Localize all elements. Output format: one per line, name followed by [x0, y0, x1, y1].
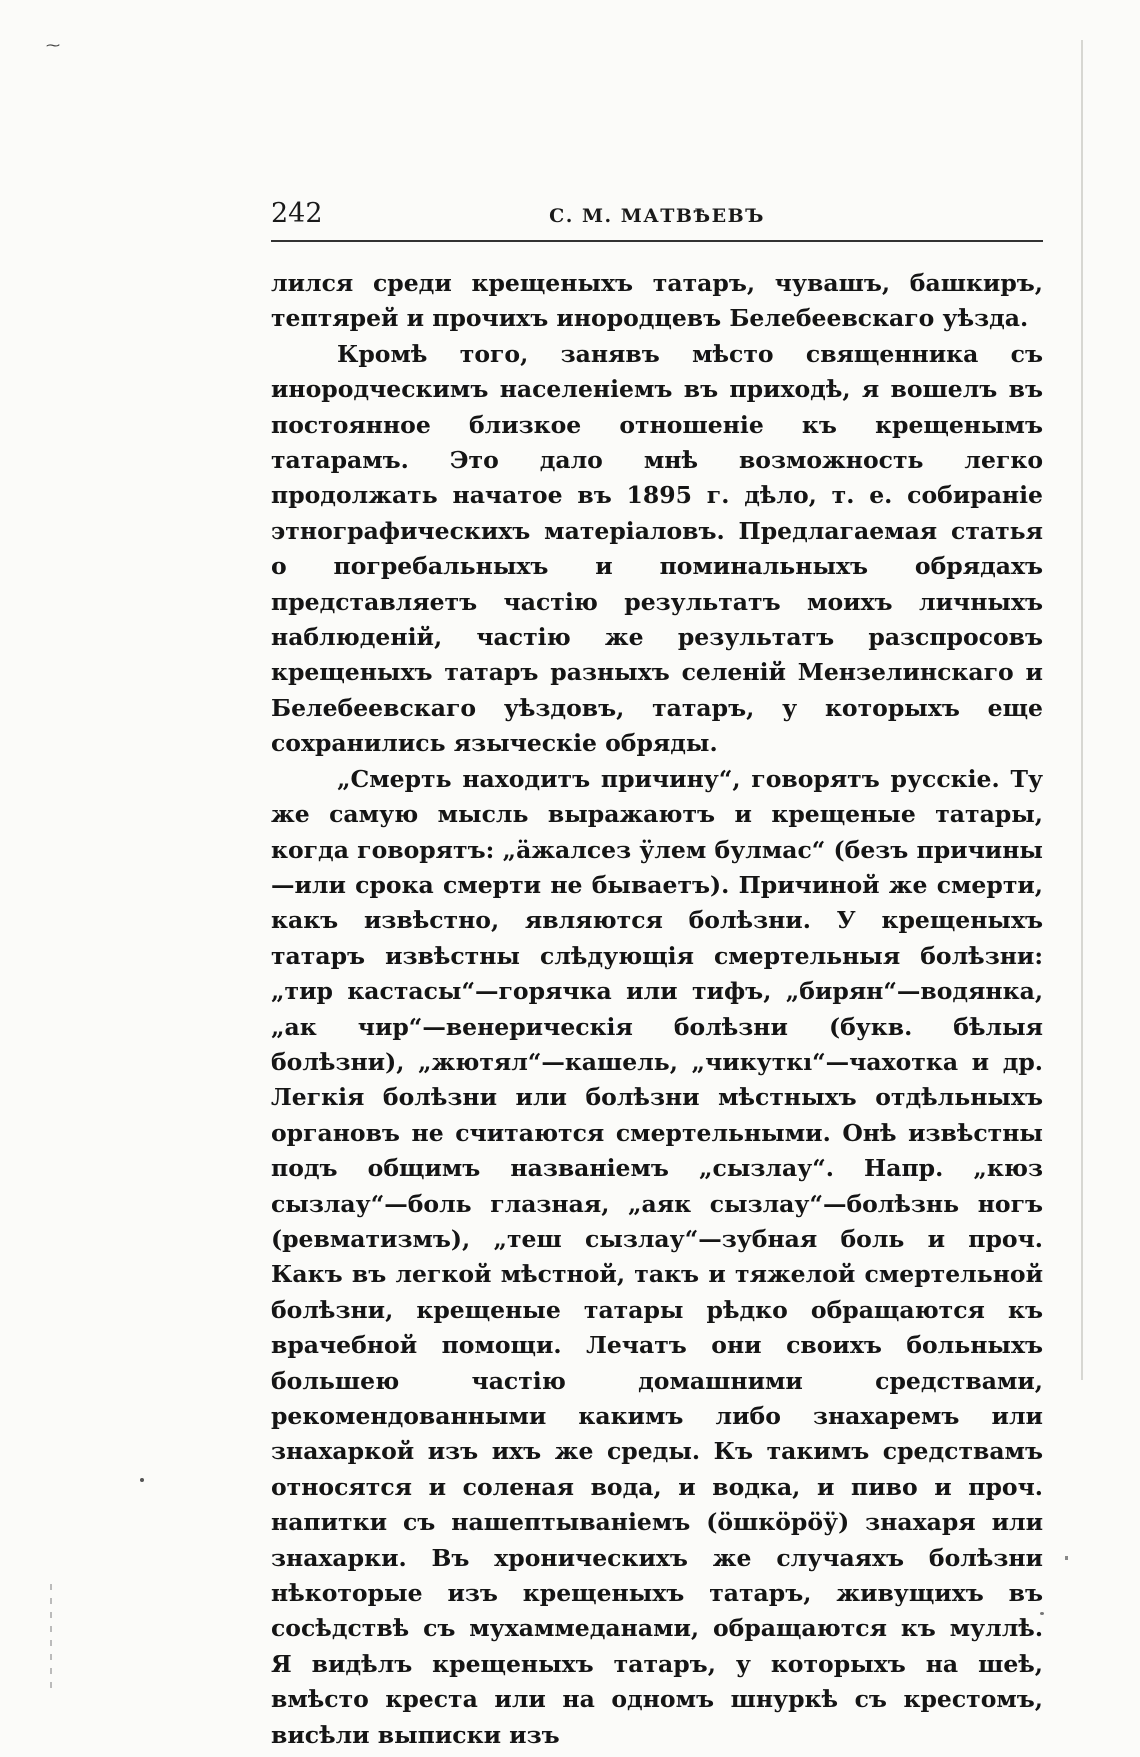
paragraph: Кромѣ того, занявъ мѣсто священника съ инородческимъ населеніемъ въ приходѣ, я вошелъ въ постоянное близкое отношеніе къ крещенымъ татарамъ. Это дало мнѣ возможность легко продолжать начатое въ 1895 г. дѣло, т. е. собираніе этнографическихъ матеріаловъ. Предлагаемая статья о погребальныхъ и поминальныхъ обрядахъ представляетъ частію результатъ моихъ личныхъ наблюденій, частію же результатъ разспросовъ крещеныхъ татаръ разныхъ селеній Мензелинскаго и Белебеевскаго уѣздовъ, татаръ, у которыхъ еще сохранились языческіе обряды.: [271, 339, 1043, 758]
page-number: 242: [271, 198, 323, 229]
scan-artifact-mark: ⁓: [46, 38, 60, 54]
body-text: [271, 266, 1043, 1753]
paragraph-continuation: лился среди крещеныхъ татаръ, чувашъ, башкиръ, тептярей и прочихъ инородцевъ Белебеевскаго уѣзда.: [271, 269, 1043, 333]
paragraph: „Смерть находитъ причину“, говорятъ русскіе. Ту же самую мысль выражаютъ и крещеные татары, когда говорятъ: „ӓжалсез ӱлем булмас“ (безъ причины—или срока смерти не бываетъ). Причиной же смерти, какъ извѣстно, являются болѣзни. У крещеныхъ татаръ извѣстны слѣдующія смертельныя болѣзни: „тир кастасы“—горячка или тифъ, „бирян“—водянка, „ак чир“—венерическія болѣзни (букв. бѣлыя болѣзни), „жютял“—кашель, „чикуткı“—чахотка и др. Легкія болѣзни или болѣзни мѣстныхъ отдѣльныхъ органовъ не считаются смертельными. Онѣ извѣстны подъ общимъ названіемъ „сызлау“. Напр. „кюз сызлау“—боль глазная, „аяк сызлау“—болѣзнь ногъ (ревматизмъ), „теш сызлау“—зубная боль и проч. Какъ въ легкой мѣстной, такъ и тяжелой смертельной болѣзни, крещеные татары рѣдко обращаются къ врачебной помощи. Лечатъ они своихъ больныхъ большею частію домашними средствами, рекомендованными какимъ либо знахаремъ или знахаркой изъ ихъ же среды. Къ такимъ средствамъ относятся и соленая вода, и водка, и пиво и проч. напитки съ нашептываніемъ (ӧшкӧрӧӱ) знахаря или знахарки. Въ хроническихъ же случаяхъ болѣзни нѣкоторые изъ крещеныхъ татаръ, живущихъ въ сосѣдствѣ съ мухаммеданами, обращаются къ муллѣ. Я видѣлъ крещеныхъ татаръ, у которыхъ на шеѣ, вмѣсто креста или на одномъ шнуркѣ съ крестомъ, висѣли выписки изъ: [271, 764, 1043, 1749]
scan-artifact-dot: [1065, 1556, 1068, 1560]
page-header: [271, 198, 1043, 242]
scan-edge-line: [1081, 40, 1083, 1380]
scan-artifact-dashes: [50, 1584, 52, 1694]
running-head-author: С. М. МАТВѢЕВЪ: [549, 205, 765, 227]
scan-artifact-dot: [140, 1478, 144, 1482]
